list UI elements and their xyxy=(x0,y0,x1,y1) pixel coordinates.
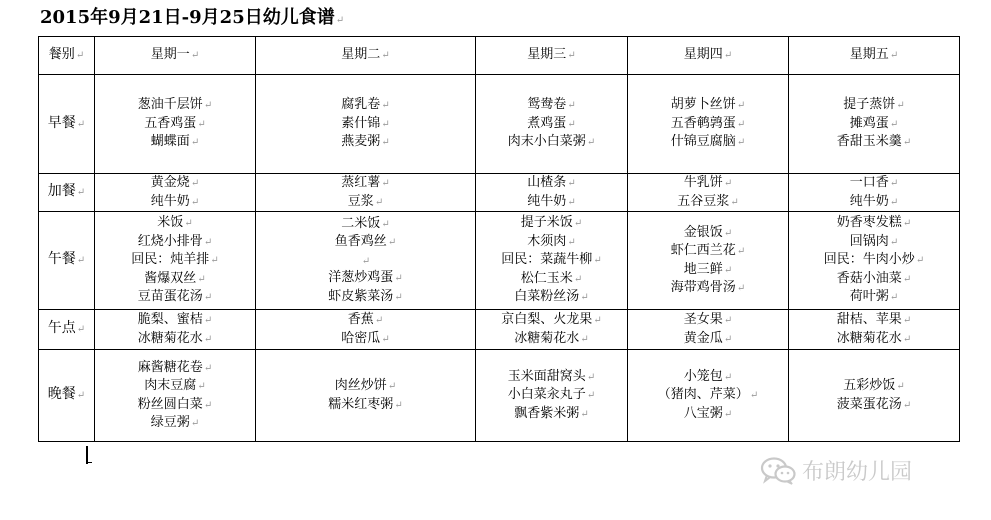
paragraph-mark: ↵ xyxy=(190,196,200,208)
menu-cell xyxy=(628,174,789,212)
header-label: 星期三 xyxy=(527,47,567,63)
meal-label xyxy=(39,310,95,350)
dish-text: 木须肉 xyxy=(527,233,567,249)
dish-item xyxy=(256,311,475,330)
watermark-text: 布朗幼儿园 xyxy=(802,460,913,485)
dish-text: 二米饭 xyxy=(341,215,381,231)
dish-text: 香甜玉米羹 xyxy=(836,134,902,150)
meal-label xyxy=(39,75,95,174)
paragraph-mark: ↵ xyxy=(203,236,213,248)
dish-text: 蒸红薯 xyxy=(341,175,381,190)
dish-item xyxy=(476,311,627,330)
paragraph-mark: ↵ xyxy=(381,118,390,130)
dish-item xyxy=(789,288,959,307)
menu-cell xyxy=(476,174,628,212)
dish-item xyxy=(789,311,959,330)
dish-text: 京白梨、火龙果 xyxy=(501,312,593,327)
dish-text: 鱼香鸡丝 xyxy=(334,234,387,250)
table-row xyxy=(39,75,960,174)
paragraph-mark: ↵ xyxy=(889,50,899,62)
paragraph-mark: ↵ xyxy=(567,118,576,130)
dish-text: 葱油千层饼 xyxy=(137,97,203,113)
paragraph-mark: ↵ xyxy=(394,291,403,303)
dish-item xyxy=(256,269,475,288)
paragraph-mark: ↵ xyxy=(203,315,213,326)
dish-text: 纯牛奶 xyxy=(150,193,190,209)
menu-cell xyxy=(476,310,628,350)
paragraph-mark: ↵ xyxy=(197,273,206,285)
meal-label xyxy=(39,350,95,442)
paragraph-mark: ↵ xyxy=(902,218,912,230)
header-label: 星期一 xyxy=(150,47,190,63)
dish-text: 金银饭 xyxy=(683,224,723,240)
dish-item xyxy=(476,193,627,212)
dish-item xyxy=(476,368,627,387)
menu-cell xyxy=(789,310,960,350)
paragraph-mark: ↵ xyxy=(736,137,746,149)
paragraph-mark: ↵ xyxy=(749,390,759,402)
paragraph-mark: ↵ xyxy=(902,315,912,326)
dish-item xyxy=(476,251,627,270)
paragraph-mark: ↵ xyxy=(723,315,733,326)
paragraph-mark: ↵ xyxy=(387,237,397,249)
dish-item xyxy=(95,414,255,433)
dish-text: 素什锦 xyxy=(341,115,381,131)
menu-cell xyxy=(256,174,476,212)
dish-item xyxy=(476,115,627,134)
menu-cell xyxy=(95,212,256,310)
paragraph-mark: ↵ xyxy=(197,118,206,130)
dish-item xyxy=(256,377,475,396)
paragraph-mark: ↵ xyxy=(723,371,733,383)
dish-text: 山楂条 xyxy=(527,175,567,190)
paragraph-mark: ↵ xyxy=(573,218,583,230)
dish-text: 肉末豆腐 xyxy=(144,378,197,393)
dish-text: 豆苗蛋花汤 xyxy=(137,289,203,305)
dish-item xyxy=(476,288,627,307)
paragraph-mark: ↵ xyxy=(203,100,213,112)
paragraph-mark: ↵ xyxy=(723,333,733,345)
header-day-4 xyxy=(628,37,789,75)
dish-item xyxy=(476,270,627,289)
dish-item xyxy=(789,115,959,134)
dish-text: 提子米饭 xyxy=(520,215,573,231)
dish-item xyxy=(95,233,255,252)
dish-text: 黄金烧 xyxy=(150,175,190,190)
dish-item xyxy=(476,214,627,233)
dish-text: 豆浆 xyxy=(347,193,374,209)
dish-item xyxy=(789,133,959,152)
dish-item xyxy=(95,396,255,415)
dish-text: 八宝粥 xyxy=(683,405,723,421)
dish-item xyxy=(95,96,255,115)
dish-item xyxy=(256,133,475,152)
menu-cell xyxy=(95,350,256,442)
dish-item xyxy=(628,405,788,424)
dish-text: 肉末小白菜粥 xyxy=(507,134,586,150)
title-text: 2015年9月21日-9月25日幼儿食谱 xyxy=(40,7,335,28)
dish-text: 肉丝炒饼 xyxy=(334,378,387,393)
header-day-3 xyxy=(476,37,628,75)
dish-text: 冰糖菊花水 xyxy=(514,330,580,346)
dish-text: 冰糖菊花水 xyxy=(836,330,902,346)
dish-item xyxy=(95,251,255,270)
paragraph-mark: ↵ xyxy=(896,381,905,392)
paragraph-mark: ↵ xyxy=(915,255,925,267)
menu-cell xyxy=(628,75,789,174)
header-label: 餐别 xyxy=(48,47,75,63)
paragraph-mark: ↵ xyxy=(723,408,733,420)
paragraph-mark: ↵ xyxy=(889,118,899,130)
dish-item xyxy=(628,368,788,387)
dish-item xyxy=(789,96,959,115)
menu-cell xyxy=(789,212,960,310)
dish-item xyxy=(476,405,627,424)
dish-item xyxy=(628,96,788,115)
paragraph-mark: ↵ xyxy=(567,100,576,112)
meal-label-text: 早餐 xyxy=(47,114,76,131)
paragraph-mark: ↵ xyxy=(203,333,213,345)
dish-item xyxy=(628,193,788,212)
paragraph-mark: ↵ xyxy=(374,315,384,326)
dish-text: 绿豆粥 xyxy=(150,415,190,430)
dish-text: 回民：菜蔬牛柳 xyxy=(501,252,593,268)
dish-text: 摊鸡蛋 xyxy=(849,115,889,131)
paragraph-mark: ↵ xyxy=(723,178,733,189)
table-row xyxy=(39,174,960,212)
paragraph-mark: ↵ xyxy=(190,178,200,189)
paragraph-mark: ↵ xyxy=(394,399,403,411)
paragraph-mark: ↵ xyxy=(203,362,213,374)
dish-item xyxy=(789,377,959,396)
dish-item xyxy=(628,133,788,152)
page-title xyxy=(40,3,344,29)
dish-text: 白菜粉丝汤 xyxy=(514,289,580,305)
dish-item xyxy=(476,233,627,252)
meal-label-text: 午点 xyxy=(47,320,76,337)
dish-item xyxy=(256,396,475,415)
paragraph-mark: ↵ xyxy=(76,118,86,130)
dish-item xyxy=(789,193,959,212)
meal-label-text: 晚餐 xyxy=(47,386,76,403)
menu-cell xyxy=(789,174,960,212)
dish-item xyxy=(256,115,475,134)
paragraph-mark: ↵ xyxy=(889,178,899,189)
header-day-2 xyxy=(256,37,476,75)
dish-text: 海带鸡骨汤 xyxy=(670,280,736,295)
dish-text: （猪肉、芹菜） xyxy=(657,387,749,403)
paragraph-mark: ↵ xyxy=(586,371,596,383)
paragraph-mark: ↵ xyxy=(593,255,602,267)
paragraph-mark: ↵ xyxy=(580,333,589,345)
dish-item xyxy=(95,174,255,193)
dish-text: 冰糖菊花水 xyxy=(137,330,203,346)
dish-text: 五香鹌鹑蛋 xyxy=(670,115,736,131)
dish-text: 脆梨、蜜桔 xyxy=(137,312,203,327)
paragraph-mark: ↵ xyxy=(567,236,576,248)
dish-text: 米饭 xyxy=(157,215,184,231)
dish-item xyxy=(628,224,788,243)
dish-item xyxy=(789,396,959,415)
paragraph-mark: ↵ xyxy=(896,100,905,112)
menu-cell xyxy=(789,350,960,442)
paragraph-mark: ↵ xyxy=(381,178,390,189)
menu-cell xyxy=(256,75,476,174)
dish-text: 蝴蝶面 xyxy=(150,134,190,150)
dish-item xyxy=(256,96,475,115)
dish-item xyxy=(95,193,255,212)
paragraph-mark: ↵ xyxy=(567,178,576,189)
dish-text: 地三鲜 xyxy=(683,261,723,277)
table-row xyxy=(39,212,960,310)
dish-text: 酱爆双丝 xyxy=(144,270,197,286)
dish-text: 麻酱糖花卷 xyxy=(137,359,203,375)
dish-text: 鸳鸯卷 xyxy=(527,97,567,113)
text-cursor-tail xyxy=(86,462,92,463)
header-meal-type xyxy=(39,37,95,75)
menu-cell xyxy=(789,75,960,174)
dish-text: 五彩炒饭 xyxy=(843,378,896,393)
dish-text: 小白菜汆丸子 xyxy=(507,387,586,403)
dish-item xyxy=(628,330,788,349)
paragraph-mark: ↵ xyxy=(567,196,576,208)
dish-text: 一口香 xyxy=(849,175,889,190)
dish-text: 纯牛奶 xyxy=(527,193,567,209)
dish-text: 小笼包 xyxy=(683,368,723,384)
dish-item xyxy=(789,233,959,252)
dish-item xyxy=(628,311,788,330)
menu-cell xyxy=(476,75,628,174)
dish-item xyxy=(628,279,788,298)
menu-cell xyxy=(95,310,256,350)
menu-table xyxy=(38,36,960,442)
paragraph-mark: ↵ xyxy=(586,390,596,402)
dish-text: 什锦豆腐脑 xyxy=(670,134,736,150)
dish-item xyxy=(628,242,788,261)
paragraph-mark: ↵ xyxy=(736,118,746,130)
paragraph-mark: ↵ xyxy=(902,399,912,411)
menu-cell xyxy=(256,212,476,310)
paragraph-mark: ↵ xyxy=(374,196,384,208)
dish-item xyxy=(256,215,475,234)
dish-item xyxy=(256,174,475,193)
paragraph-mark: ↵ xyxy=(76,187,86,199)
paragraph-mark: ↵ xyxy=(381,137,390,149)
dish-text: 虾仁西兰花 xyxy=(670,243,736,258)
dish-item xyxy=(476,386,627,405)
menu-cell xyxy=(476,212,628,310)
dish-item xyxy=(95,330,255,349)
paragraph-mark: ↵ xyxy=(210,255,219,267)
paragraph-mark: ↵ xyxy=(736,246,746,257)
dish-item xyxy=(95,377,255,396)
dish-text: 哈密瓜 xyxy=(341,330,381,346)
paragraph-mark: ↵ xyxy=(586,137,596,149)
dish-text: 奶香枣发糕 xyxy=(836,215,902,231)
dish-item xyxy=(256,233,475,252)
dish-item xyxy=(789,330,959,349)
dish-item xyxy=(476,174,627,193)
dish-text: 提子蒸饼 xyxy=(843,97,896,113)
dish-text: 菠菜蛋花汤 xyxy=(836,396,902,412)
dish-item xyxy=(95,311,255,330)
paragraph-mark: ↵ xyxy=(723,264,733,276)
paragraph-mark: ↵ xyxy=(736,100,746,112)
paragraph-mark: ↵ xyxy=(736,283,746,294)
dish-item xyxy=(95,133,255,152)
menu-cell xyxy=(628,212,789,310)
meal-label-text: 午餐 xyxy=(47,251,76,268)
paragraph-mark: ↵ xyxy=(902,137,912,149)
meal-label-text: 加餐 xyxy=(47,183,76,200)
dish-item xyxy=(95,115,255,134)
paragraph-mark: ↵ xyxy=(76,324,86,336)
dish-text: 燕麦粥 xyxy=(341,134,381,150)
paragraph-mark: ↵ xyxy=(335,15,345,26)
paragraph-mark: ↵ xyxy=(381,50,390,62)
dish-item xyxy=(95,214,255,233)
dish-item xyxy=(256,288,475,307)
dish-item xyxy=(256,193,475,212)
dish-text: 甜桔、苹果 xyxy=(836,312,902,327)
dish-text: 香蕉 xyxy=(347,312,374,327)
watermark xyxy=(760,455,912,486)
paragraph-mark: ↵ xyxy=(361,255,371,267)
dish-text: 香菇小油菜 xyxy=(836,270,902,286)
dish-text: 胡萝卜丝饼 xyxy=(670,97,736,113)
menu-cell xyxy=(476,350,628,442)
paragraph-mark: ↵ xyxy=(730,196,739,208)
dish-item xyxy=(95,270,255,289)
paragraph-mark: ↵ xyxy=(381,333,390,345)
paragraph-mark: ↵ xyxy=(573,273,583,285)
paragraph-mark: ↵ xyxy=(190,137,200,149)
dish-item xyxy=(95,288,255,307)
dish-item xyxy=(95,359,255,378)
dish-item xyxy=(476,96,627,115)
dish-text: 腐乳卷 xyxy=(341,97,381,113)
paragraph-mark: ↵ xyxy=(593,315,602,326)
paragraph-mark: ↵ xyxy=(203,292,213,304)
paragraph-mark: ↵ xyxy=(76,255,86,267)
table-header-row xyxy=(39,37,960,75)
dish-text: 松仁玉米 xyxy=(520,270,573,286)
paragraph-mark: ↵ xyxy=(381,100,390,112)
dish-item xyxy=(628,174,788,193)
meal-label xyxy=(39,212,95,310)
dish-item xyxy=(628,115,788,134)
paragraph-mark: ↵ xyxy=(580,408,589,420)
wechat-icon xyxy=(760,456,796,486)
paragraph-mark: ↵ xyxy=(190,50,200,62)
dish-text: 飘香紫米粥 xyxy=(514,405,580,421)
dish-text: 回民：牛肉小炒 xyxy=(823,252,915,268)
menu-cell xyxy=(95,174,256,212)
dish-text: 荷叶粥 xyxy=(849,289,889,305)
paragraph-mark: ↵ xyxy=(723,227,733,239)
paragraph-mark: ↵ xyxy=(203,399,213,411)
dish-text: 圣女果 xyxy=(683,312,723,327)
dish-item xyxy=(476,330,627,349)
dish-text: 五香鸡蛋 xyxy=(144,115,197,131)
paragraph-mark: ↵ xyxy=(184,218,193,230)
table-row xyxy=(39,310,960,350)
paragraph-mark: ↵ xyxy=(197,381,206,392)
paragraph-mark: ↵ xyxy=(889,196,899,208)
paragraph-mark: ↵ xyxy=(190,418,200,429)
dish-item xyxy=(628,386,788,405)
dish-text: 虾皮紫菜汤 xyxy=(328,288,394,304)
paragraph-mark: ↵ xyxy=(723,50,733,62)
dish-text: 回锅肉 xyxy=(849,233,889,249)
header-day-1 xyxy=(95,37,256,75)
dish-item xyxy=(256,252,475,270)
dish-text: 牛乳饼 xyxy=(683,175,723,190)
table-row xyxy=(39,350,960,442)
dish-text: 五谷豆浆 xyxy=(677,193,730,209)
header-day-5 xyxy=(789,37,960,75)
dish-text: 洋葱炒鸡蛋 xyxy=(328,270,394,286)
paragraph-mark: ↵ xyxy=(567,50,576,62)
dish-text: 红烧小排骨 xyxy=(137,233,203,249)
paragraph-mark: ↵ xyxy=(75,50,85,62)
dish-item xyxy=(789,214,959,233)
dish-text: 玉米面甜窝头 xyxy=(507,368,586,384)
dish-item xyxy=(628,261,788,280)
paragraph-mark: ↵ xyxy=(387,381,397,392)
menu-cell xyxy=(256,310,476,350)
menu-cell xyxy=(95,75,256,174)
header-label: 星期四 xyxy=(683,47,723,63)
dish-text: 糯米红枣粥 xyxy=(328,396,394,412)
paragraph-mark: ↵ xyxy=(902,273,912,285)
dish-text: 粉丝圆白菜 xyxy=(137,396,203,412)
dish-item xyxy=(789,270,959,289)
dish-item xyxy=(789,174,959,193)
paragraph-mark: ↵ xyxy=(889,236,899,248)
meal-label xyxy=(39,174,95,212)
menu-cell xyxy=(628,350,789,442)
dish-item xyxy=(476,133,627,152)
dish-item xyxy=(789,251,959,270)
paragraph-mark: ↵ xyxy=(394,273,403,285)
dish-text: 煮鸡蛋 xyxy=(527,115,567,131)
menu-cell xyxy=(256,350,476,442)
paragraph-mark: ↵ xyxy=(580,292,589,304)
paragraph-mark: ↵ xyxy=(902,333,912,345)
header-label: 星期五 xyxy=(849,47,889,63)
menu-cell xyxy=(628,310,789,350)
paragraph-mark: ↵ xyxy=(381,218,390,230)
paragraph-mark: ↵ xyxy=(76,390,86,402)
dish-item xyxy=(256,330,475,349)
header-label: 星期二 xyxy=(341,47,381,63)
paragraph-mark: ↵ xyxy=(889,292,899,304)
dish-text: 黄金瓜 xyxy=(683,330,723,346)
dish-text: 纯牛奶 xyxy=(849,193,889,209)
dish-text: 回民：炖羊排 xyxy=(131,252,210,268)
